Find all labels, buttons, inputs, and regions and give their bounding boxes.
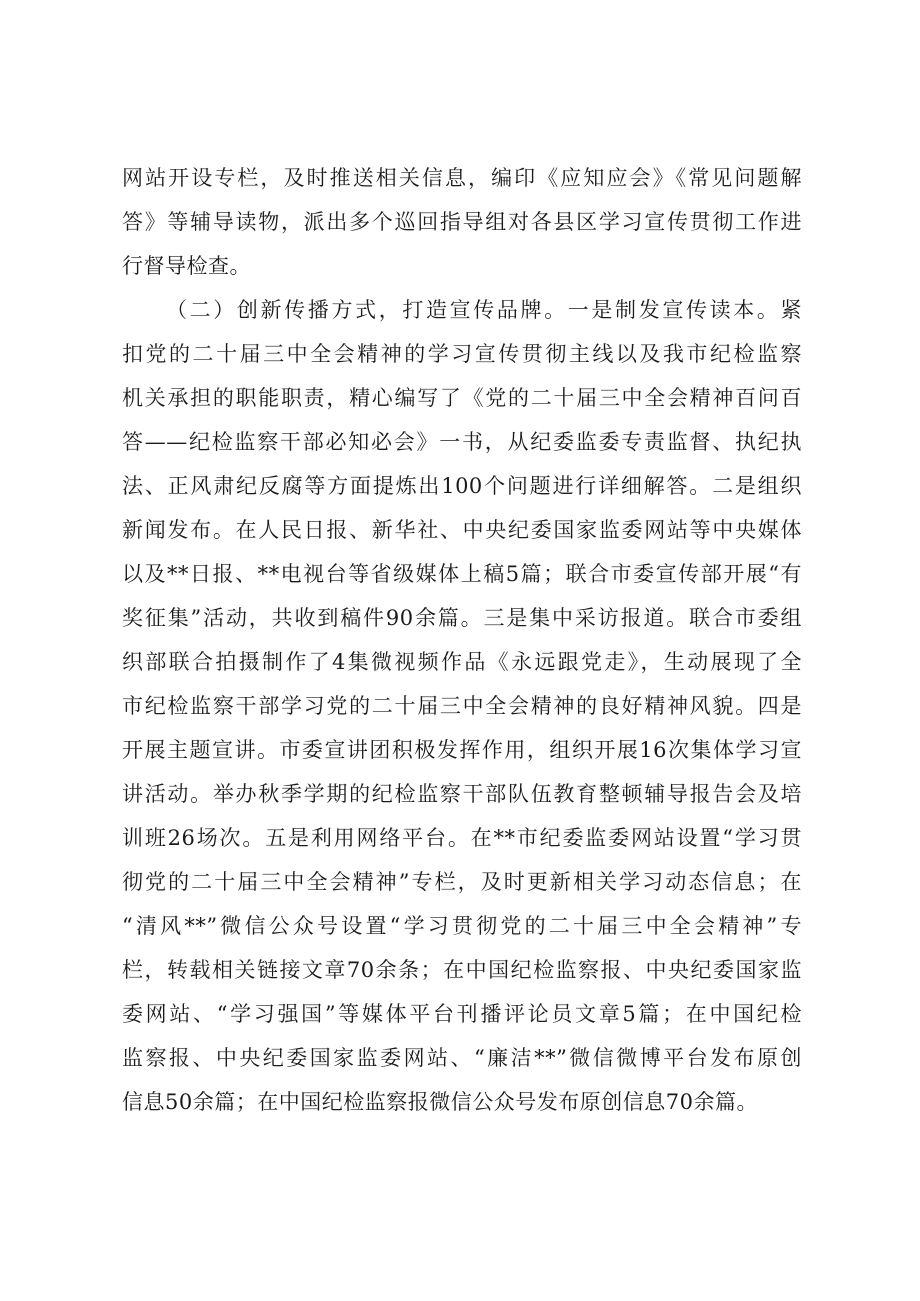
paragraph-2-line-8: 奖征集”活动，共收到稿件90余篇。三是集中采访报道。联合市委组: [122, 606, 802, 630]
paragraph-2-line-9: 织部联合拍摄制作了4集微视频作品《永远跟党走》，生动展现了全: [122, 650, 802, 674]
paragraph-2-line-17: 委网站、“学习强国”等媒体平台刊播评论员文章5篇；在中国纪检: [122, 1002, 802, 1026]
paragraph-2-line-16: 栏，转载相关链接文章70余条；在中国纪检监察报、中央纪委国家监: [122, 958, 802, 982]
paragraph-2-line-7: 以及**日报、**电视台等省级媒体上稿5篇；联合市委宣传部开展“有: [122, 562, 802, 586]
paragraph-2-line-12: 讲活动。举办秋季学期的纪检监察干部队伍教育整顿辅导报告会及培: [122, 782, 802, 806]
paragraph-2-line-13: 训班26场次。五是利用网络平台。在**市纪委监委网站设置“学习贯: [122, 826, 802, 850]
paragraph-2-line-18: 监察报、中央纪委国家监委网站、“廉洁**”微信微博平台发布原创: [122, 1046, 802, 1070]
paragraph-2-line-2: 扣党的二十届三中全会精神的学习宣传贯彻主线以及我市纪检监察: [122, 342, 802, 366]
paragraph-2-line-4: 答——纪检监察干部必知必会》一书，从纪委监委专责监督、执纪执: [122, 430, 802, 454]
paragraph-2-line-3: 机关承担的职能职责，精心编写了《党的二十届三中全会精神百问百: [122, 386, 802, 410]
paragraph-2-line-11: 开展主题宣讲。市委宣讲团积极发挥作用，组织开展16次集体学习宣: [122, 738, 802, 762]
paragraph-2-line-19: 信息50余篇；在中国纪检监察报微信公众号发布原创信息70余篇。: [122, 1090, 758, 1114]
paragraph-2-line-15: “清风**”微信公众号设置“学习贯彻党的二十届三中全会精神”专: [122, 914, 802, 938]
paragraph-1-line-1: 网站开设专栏，及时推送相关信息，编印《应知应会》《常见问题解: [122, 166, 802, 190]
paragraph-2-line-10: 市纪检监察干部学习党的二十届三中全会精神的良好精神风貌。四是: [122, 694, 802, 718]
paragraph-1-line-3: 行督导检查。: [122, 254, 251, 278]
paragraph-2-line-6: 新闻发布。在人民日报、新华社、中央纪委国家监委网站等中央媒体: [122, 518, 802, 542]
paragraph-1-line-2: 答》等辅导读物，派出多个巡回指导组对各县区学习宣传贯彻工作进: [122, 210, 802, 234]
paragraph-2-line-1: （二）创新传播方式，打造宣传品牌。一是制发宣传读本。紧: [166, 298, 802, 322]
paragraph-2-line-14: 彻党的二十届三中全会精神”专栏，及时更新相关学习动态信息；在: [122, 870, 802, 894]
paragraph-2-line-5: 法、正风肃纪反腐等方面提炼出100个问题进行详细解答。二是组织: [122, 474, 802, 498]
